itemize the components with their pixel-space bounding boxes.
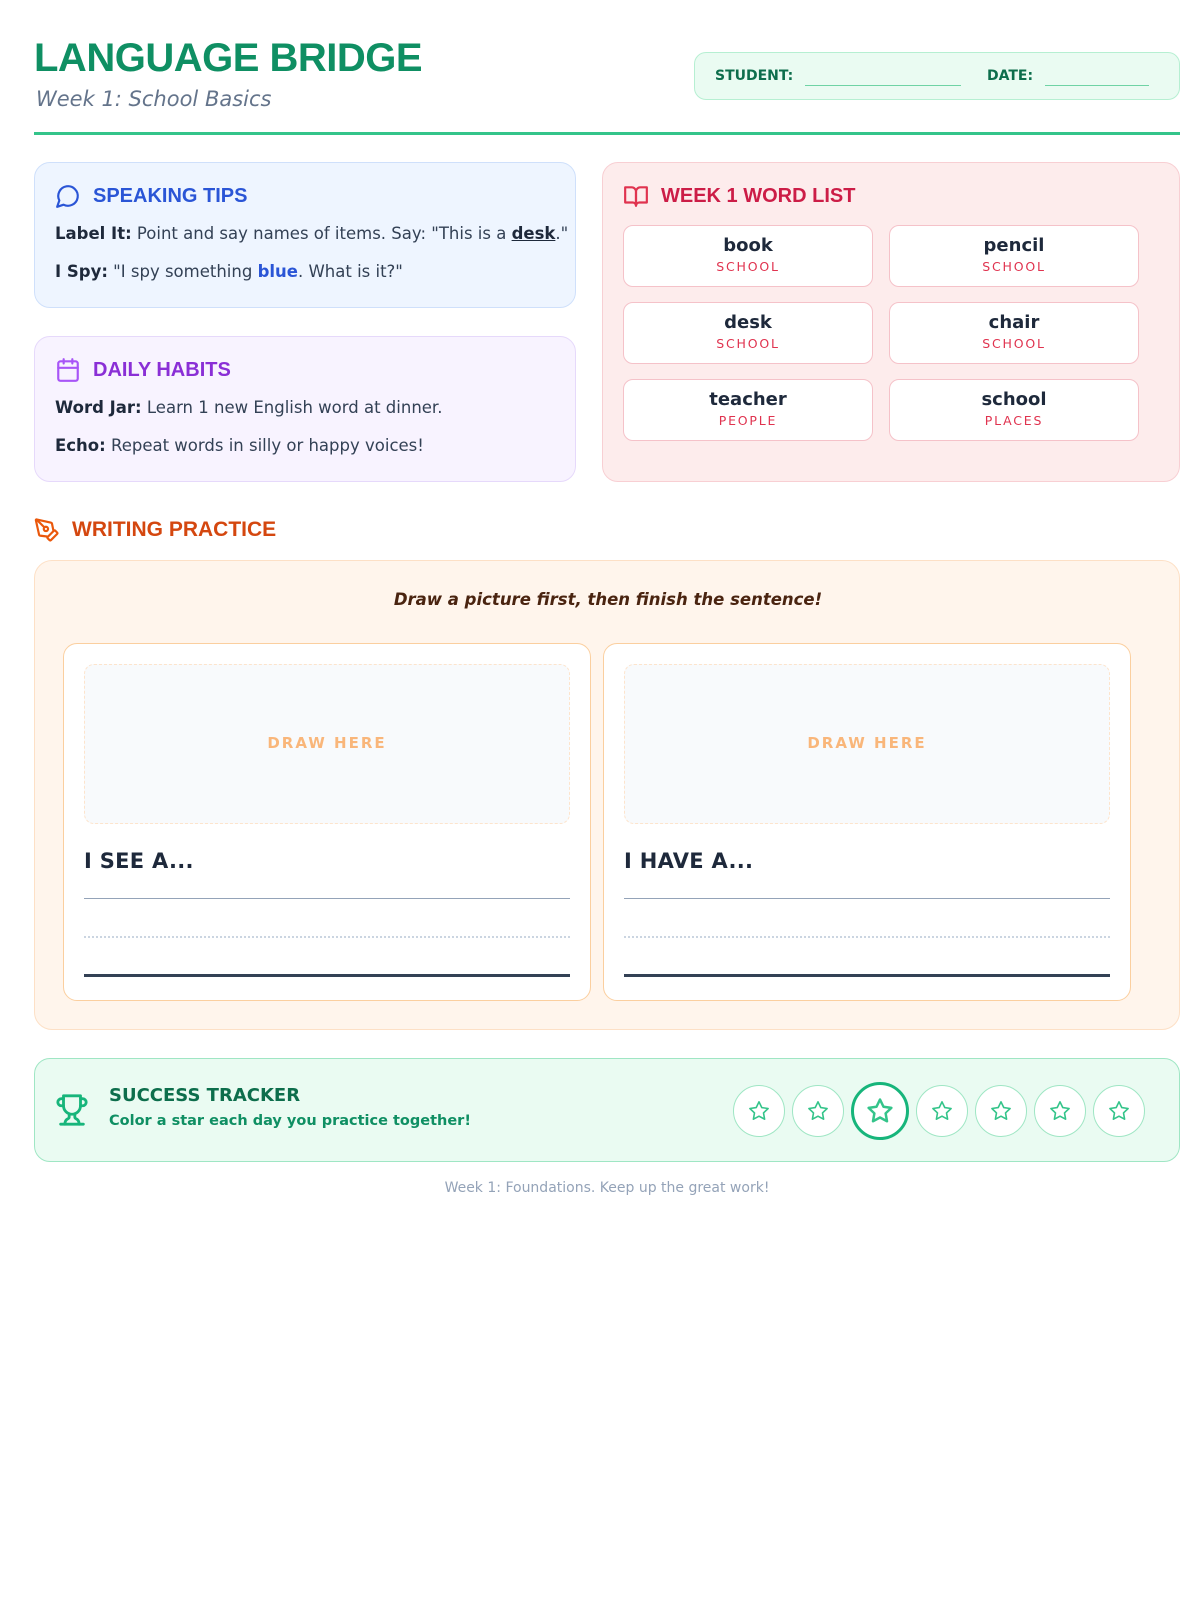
sentence-prompt: I SEE A... (84, 849, 194, 873)
habit-word-jar: Word Jar: Learn 1 new English word at dinner. (55, 398, 443, 417)
draw-area[interactable] (624, 664, 1110, 824)
writing-practice-box (34, 560, 1180, 1030)
star-icon (747, 1099, 771, 1123)
student-name-field[interactable] (805, 85, 961, 86)
word-chip (623, 225, 873, 287)
writing-instruction: Draw a picture first, then finish the sentence! (393, 590, 823, 609)
word-category: SCHOOL (982, 259, 1046, 274)
word: school (981, 389, 1047, 410)
draw-here-label: DRAW HERE (807, 734, 927, 752)
date-label: DATE: (987, 68, 1034, 84)
writing-line-base[interactable] (624, 974, 1110, 977)
habit-echo: Echo: Repeat words in silly or happy voices! (55, 436, 424, 455)
word-category: SCHOOL (982, 336, 1046, 351)
word: teacher (709, 389, 787, 410)
word-chip (889, 225, 1139, 287)
i-spy-tip: I Spy: "I spy something blue. What is it?" (55, 262, 403, 281)
label-it-tip: Label It: Point and say names of items. Say: "This is a desk." (55, 224, 569, 243)
page-title: LANGUAGE BRIDGE (34, 36, 423, 80)
star-checkbox[interactable] (916, 1085, 968, 1137)
star-checkbox[interactable] (733, 1085, 785, 1137)
star-icon (865, 1096, 895, 1126)
writing-practice-title: WRITING PRACTICE (72, 518, 277, 541)
star-checkbox[interactable] (792, 1085, 844, 1137)
word-category: SCHOOL (716, 336, 780, 351)
speaking-tips-title: SPEAKING TIPS (93, 185, 248, 207)
writing-line-mid (624, 936, 1110, 938)
star-checkbox[interactable] (975, 1085, 1027, 1137)
word: chair (988, 312, 1040, 333)
header-divider (34, 132, 1180, 135)
tracker-subtitle: Color a star each day you practice together! (109, 1113, 471, 1129)
star-icon (806, 1099, 830, 1123)
speech-bubble-icon (55, 183, 81, 209)
writing-line-top[interactable] (84, 898, 570, 899)
student-label: STUDENT: (715, 68, 794, 84)
success-tracker (34, 1058, 1180, 1162)
word-category: PEOPLE (718, 413, 778, 428)
word-list-title: WEEK 1 WORD LIST (661, 185, 856, 207)
draw-here-label: DRAW HERE (267, 734, 387, 752)
writing-panel (603, 643, 1131, 1001)
trophy-icon (55, 1093, 89, 1127)
writing-line-mid (84, 936, 570, 938)
student-info-box (694, 52, 1180, 100)
word: pencil (983, 235, 1045, 256)
word-category: SCHOOL (716, 259, 780, 274)
daily-habits-title: DAILY HABITS (93, 359, 231, 381)
draw-area[interactable] (84, 664, 570, 824)
star-icon (989, 1099, 1013, 1123)
star-icon (1048, 1099, 1072, 1123)
word-chip (889, 379, 1139, 441)
footer-note: Week 1: Foundations. Keep up the great work! (444, 1180, 770, 1196)
word: book (723, 235, 773, 256)
word-grid (623, 225, 1139, 441)
writing-practice-heading (34, 516, 276, 544)
writing-line-top[interactable] (624, 898, 1110, 899)
pen-tool-icon (34, 517, 60, 543)
sentence-prompt: I HAVE A... (624, 849, 754, 873)
tracker-title: SUCCESS TRACKER (109, 1085, 301, 1106)
word-list-card (602, 162, 1180, 482)
open-book-icon (623, 183, 649, 209)
word-chip (623, 302, 873, 364)
star-icon (1107, 1099, 1131, 1123)
word-category: PLACES (984, 413, 1044, 428)
star-checkbox[interactable] (1034, 1085, 1086, 1137)
star-icon (930, 1099, 954, 1123)
writing-line-base[interactable] (84, 974, 570, 977)
star-checkbox[interactable] (851, 1082, 909, 1140)
header (34, 36, 1180, 134)
speaking-tips-card (34, 162, 576, 308)
star-checkbox[interactable] (1093, 1085, 1145, 1137)
calendar-icon (55, 357, 81, 383)
page-subtitle: Week 1: School Basics (36, 87, 272, 111)
writing-panel (63, 643, 591, 1001)
star-row (733, 1059, 1163, 1163)
word-chip (623, 379, 873, 441)
date-field[interactable] (1045, 85, 1149, 86)
daily-habits-card (34, 336, 576, 482)
word: desk (724, 312, 772, 333)
highlight-word-desk: desk (511, 224, 556, 243)
highlight-word-blue: blue (257, 262, 298, 281)
word-chip (889, 302, 1139, 364)
